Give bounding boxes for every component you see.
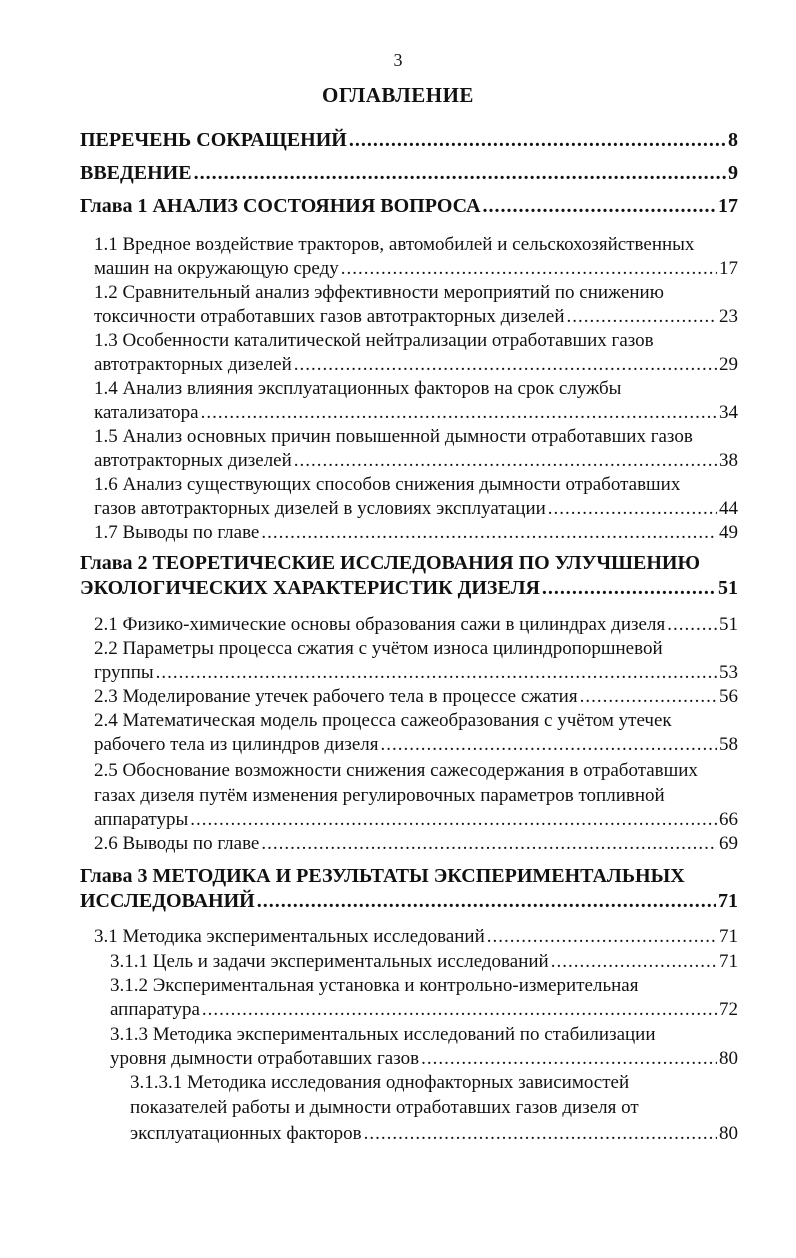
toc-entry-page: 17	[719, 258, 738, 279]
dot-leader	[261, 831, 717, 856]
toc-entry-chapter-3[interactable]	[80, 889, 738, 914]
dot-leader	[194, 161, 726, 186]
toc-entry-line: 3.1.2 Экспериментальная установка и контрольно-измерительная	[110, 975, 639, 996]
toc-entry-title: рабочего тела из цилиндров дизеля	[94, 734, 379, 755]
dot-leader	[261, 520, 717, 545]
dot-leader	[349, 128, 726, 153]
toc-entry-3-1[interactable]	[94, 924, 738, 949]
toc-entry-page: 71	[719, 926, 738, 947]
dot-leader	[341, 256, 717, 281]
dot-leader	[542, 576, 716, 601]
toc-entry-page: 71	[718, 890, 738, 912]
toc-entry-page: 49	[719, 522, 738, 543]
toc-entry-page: 56	[719, 686, 738, 707]
toc-entry-line: 2.4 Математическая модель процесса сажеобразования с учётом утечек	[94, 710, 672, 731]
toc-entry-2-2[interactable]	[94, 660, 738, 685]
toc-entry-1-5[interactable]	[94, 448, 738, 473]
toc-entry-line: Глава 3 МЕТОДИКА И РЕЗУЛЬТАТЫ ЭКСПЕРИМЕНТАЛЬНЫХ	[80, 865, 685, 887]
toc-entry-line: газах дизеля путём изменения регулировочных параметров топливной	[94, 785, 665, 806]
dot-leader	[381, 732, 717, 757]
toc-entry-2-5[interactable]	[94, 807, 738, 832]
toc-entry-page: 44	[719, 498, 738, 519]
toc-entry-2-3[interactable]	[94, 684, 738, 709]
toc-entry-3-1-1[interactable]	[110, 949, 738, 974]
toc-entry-page: 34	[719, 402, 738, 423]
dot-leader	[257, 889, 716, 914]
toc-entry-title: автотракторных дизелей	[94, 354, 292, 375]
toc-entry-abbreviations[interactable]	[80, 128, 738, 153]
toc-entry-title: 2.6 Выводы по главе	[94, 833, 260, 854]
toc-entry-line: 2.5 Обоснование возможности снижения сажесодержания в отработавших	[94, 760, 698, 781]
toc-entry-title: эксплуатационных факторов	[130, 1123, 362, 1144]
dot-leader	[364, 1121, 717, 1146]
toc-entry-title: катализатора	[94, 402, 199, 423]
toc-entry-1-4[interactable]	[94, 400, 738, 425]
toc-entry-page: 53	[719, 662, 738, 683]
toc-entry-1-7[interactable]	[94, 520, 738, 545]
toc-entry-title: газов автотракторных дизелей в условиях эксплуатации	[94, 498, 546, 519]
toc-entry-title: 2.3 Моделирование утечек рабочего тела в процессе сжатия	[94, 686, 578, 707]
toc-entry-title: ВВЕДЕНИЕ	[80, 162, 192, 184]
toc-entry-title: ЭКОЛОГИЧЕСКИХ ХАРАКТЕРИСТИК ДИЗЕЛЯ	[80, 577, 540, 599]
toc-entry-line: 1.1 Вредное воздействие тракторов, автомобилей и сельскохозяйственных	[94, 234, 695, 255]
toc-entry-2-6[interactable]	[94, 831, 738, 856]
toc-entry-title: Глава 1 АНАЛИЗ СОСТОЯНИЯ ВОПРОСА	[80, 195, 481, 217]
toc-entry-line: 3.1.3 Методика экспериментальных исследований по стабилизации	[110, 1024, 656, 1045]
toc-entry-1-6[interactable]	[94, 496, 738, 521]
toc-entry-page: 80	[719, 1123, 738, 1144]
toc-entry-title: группы	[94, 662, 154, 683]
toc-entry-title: токсичности отработавших газов автотракторных дизелей	[94, 306, 565, 327]
toc-entry-title: машин на окружающую среду	[94, 258, 339, 279]
toc-entry-page: 69	[719, 833, 738, 854]
dot-leader	[294, 352, 717, 377]
dot-leader	[551, 949, 717, 974]
toc-entry-line: 3.1.3.1 Методика исследования однофакторных зависимостей	[130, 1072, 630, 1093]
dot-leader	[667, 612, 717, 637]
toc-entry-title: 2.1 Физико-химические основы образования сажи в цилиндрах дизеля	[94, 614, 666, 635]
toc-entry-page: 17	[718, 195, 738, 217]
toc-entry-title: аппаратура	[110, 999, 200, 1020]
toc-entry-title: ПЕРЕЧЕНЬ СОКРАЩЕНИЙ	[80, 129, 347, 151]
toc-entry-line: показателей работы и дымности отработавших газов дизеля от	[130, 1097, 639, 1118]
dot-leader	[156, 660, 717, 685]
toc-entry-title: 3.1.1 Цель и задачи экспериментальных исследований	[110, 951, 549, 972]
toc-entry-page: 23	[719, 306, 738, 327]
dot-leader	[202, 997, 717, 1022]
toc-entry-title: автотракторных дизелей	[94, 450, 292, 471]
toc-entry-page: 71	[719, 951, 738, 972]
toc-entry-page: 72	[719, 999, 738, 1020]
toc-entry-introduction[interactable]	[80, 161, 738, 186]
toc-entry-page: 8	[728, 129, 738, 151]
toc-entry-line: 1.2 Сравнительный анализ эффективности мероприятий по снижению	[94, 282, 664, 303]
dot-leader	[190, 807, 717, 832]
toc-entry-title: 1.7 Выводы по главе	[94, 522, 260, 543]
toc-entry-1-1[interactable]	[94, 256, 738, 281]
toc-entry-page: 58	[719, 734, 738, 755]
toc-entry-page: 66	[719, 809, 738, 830]
page-number: 3	[393, 50, 403, 70]
toc-entry-line: Глава 2 ТЕОРЕТИЧЕСКИЕ ИССЛЕДОВАНИЯ ПО УЛУЧШЕНИЮ	[80, 552, 700, 574]
toc-entry-title: 3.1 Методика экспериментальных исследований	[94, 926, 485, 947]
toc-entry-line: 1.4 Анализ влияния эксплуатационных факторов на срок службы	[94, 378, 622, 399]
toc-entry-2-4[interactable]	[94, 732, 738, 757]
toc-entry-title: ИССЛЕДОВАНИЙ	[80, 890, 255, 912]
toc-entry-line: 1.3 Особенности каталитической нейтрализации отработавших газов	[94, 330, 654, 351]
dot-leader	[421, 1046, 717, 1071]
toc-entry-1-3[interactable]	[94, 352, 738, 377]
toc-entry-line: 1.6 Анализ существующих способов снижения дымности отработавших	[94, 474, 681, 495]
toc-entry-page: 38	[719, 450, 738, 471]
toc-entry-page: 51	[718, 577, 738, 599]
dot-leader	[567, 304, 717, 329]
toc-entry-page: 29	[719, 354, 738, 375]
toc-entry-page: 9	[728, 162, 738, 184]
dot-leader	[294, 448, 717, 473]
toc-entry-title: уровня дымности отработавших газов	[110, 1048, 420, 1069]
toc-entry-line: 1.5 Анализ основных причин повышенной дымности отработавших газов	[94, 426, 693, 447]
toc-entry-page: 80	[719, 1048, 738, 1069]
toc-entry-2-1[interactable]	[94, 612, 738, 637]
dot-leader	[483, 194, 716, 219]
toc-title: ОГЛАВЛЕНИЕ	[322, 83, 474, 107]
toc-entry-line: 2.2 Параметры процесса сжатия с учётом износа цилиндропоршневой	[94, 638, 663, 659]
toc-entry-page: 51	[719, 614, 738, 635]
toc-entry-chapter-2[interactable]	[80, 576, 738, 601]
dot-leader	[487, 924, 717, 949]
toc-entry-3-1-2[interactable]	[110, 997, 738, 1022]
dot-leader	[201, 400, 717, 425]
toc-entry-3-1-3-1[interactable]	[130, 1121, 738, 1146]
dot-leader	[580, 684, 717, 709]
toc-entry-chapter-1[interactable]	[80, 194, 738, 219]
toc-entry-1-2[interactable]	[94, 304, 738, 329]
toc-entry-3-1-3[interactable]	[110, 1046, 738, 1071]
toc-entry-title: аппаратуры	[94, 809, 189, 830]
dot-leader	[548, 496, 717, 521]
